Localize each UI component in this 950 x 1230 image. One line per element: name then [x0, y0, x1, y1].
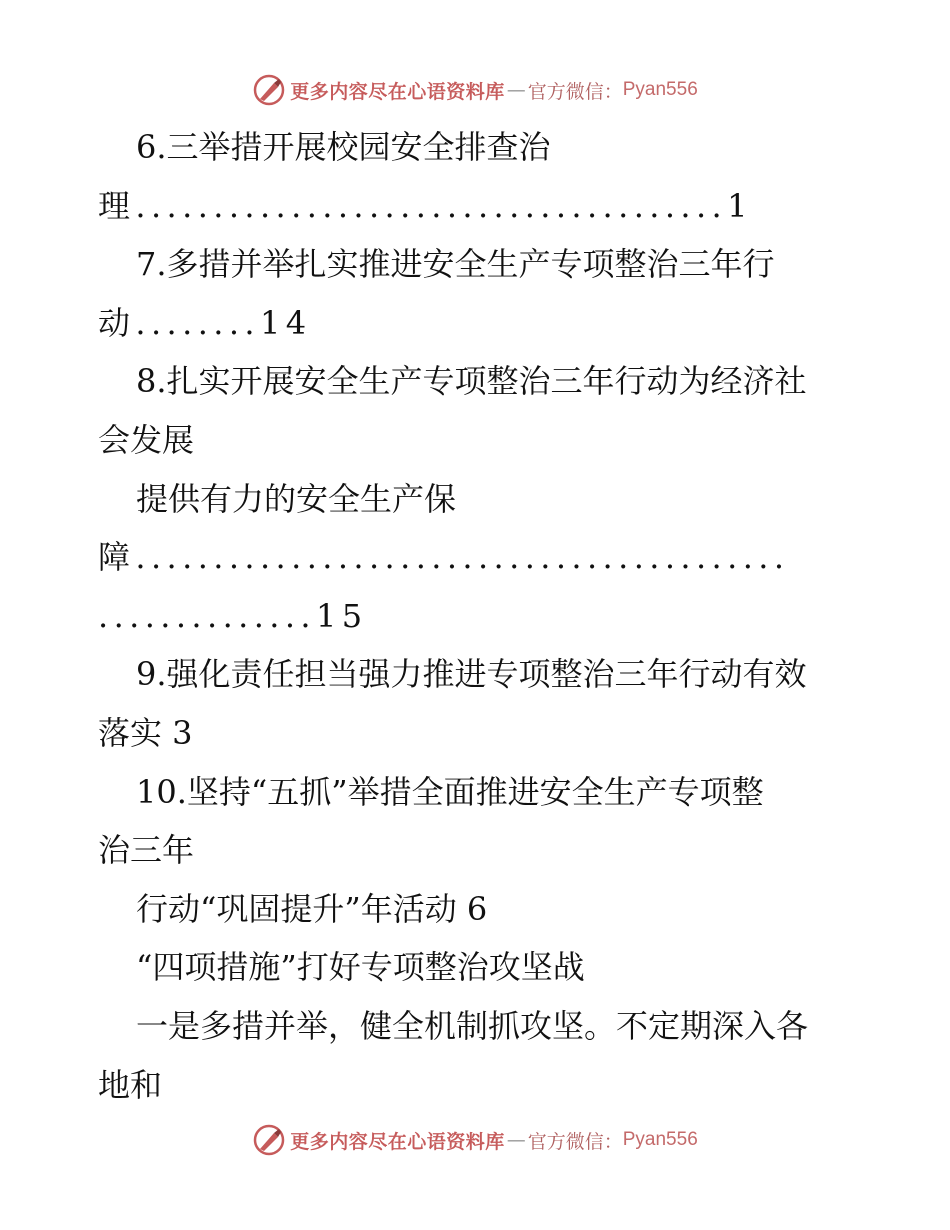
pen-nib-logo-icon [252, 73, 286, 107]
document-body [98, 118, 868, 1114]
toc-entry-6-leader: 理......................................1 [98, 186, 753, 225]
watermark-wechat-id: Pyan556 [622, 1129, 698, 1150]
watermark-wechat-id: Pyan556 [622, 79, 698, 100]
header-watermark [0, 70, 950, 110]
toc-entry-10-title-cont: 治三年 [98, 831, 195, 870]
toc-entry-9-title-cont: 落实 3 [98, 713, 193, 752]
toc-entry-8-leader-cont: ..............15 [98, 596, 368, 635]
toc-entry-7-title: 7.多措并举扎实推进安全生产专项整治三年行 [136, 245, 775, 284]
pen-nib-logo-icon [252, 1123, 286, 1157]
toc-entry-8-title-cont: 会发展 [98, 420, 195, 459]
watermark-brand: 更多内容尽在心语资料库 [290, 80, 505, 103]
toc-entry-8-leader: 障.......................................... [98, 538, 790, 577]
toc-entry-6-title: 6.三举措开展校园安全排查治 [136, 128, 551, 166]
toc-entry-9-title: 9.强化责任担当强力推进专项整治三年行动有效 [136, 655, 807, 694]
toc-entry-10-subtitle: 行动“巩固提升”年活动 6 [136, 889, 488, 928]
watermark-wechat-label: 官方微信： [527, 1130, 623, 1153]
section-heading: “四项措施”打好专项整治攻坚战 [136, 948, 585, 987]
toc-entry-7-leader: 动........14 [98, 303, 312, 342]
watermark-brand: 更多内容尽在心语资料库 [290, 1130, 505, 1153]
body-paragraph: 一是多措并举，健全机制抓攻坚。不定期深入各 [136, 1006, 809, 1045]
body-paragraph-cont: 地和 [98, 1065, 163, 1104]
watermark-separator: — [506, 1129, 526, 1151]
watermark-separator: — [506, 79, 526, 101]
toc-entry-8-title: 8.扎实开展安全生产专项整治三年行动为经济社 [136, 362, 807, 401]
toc-entry-10-title: 10.坚持“五抓”举措全面推进安全生产专项整 [136, 772, 764, 811]
toc-entry-8-subtitle: 提供有力的安全生产保 [136, 479, 457, 518]
footer-watermark [0, 1120, 950, 1160]
watermark-wechat-label: 官方微信： [527, 80, 623, 103]
